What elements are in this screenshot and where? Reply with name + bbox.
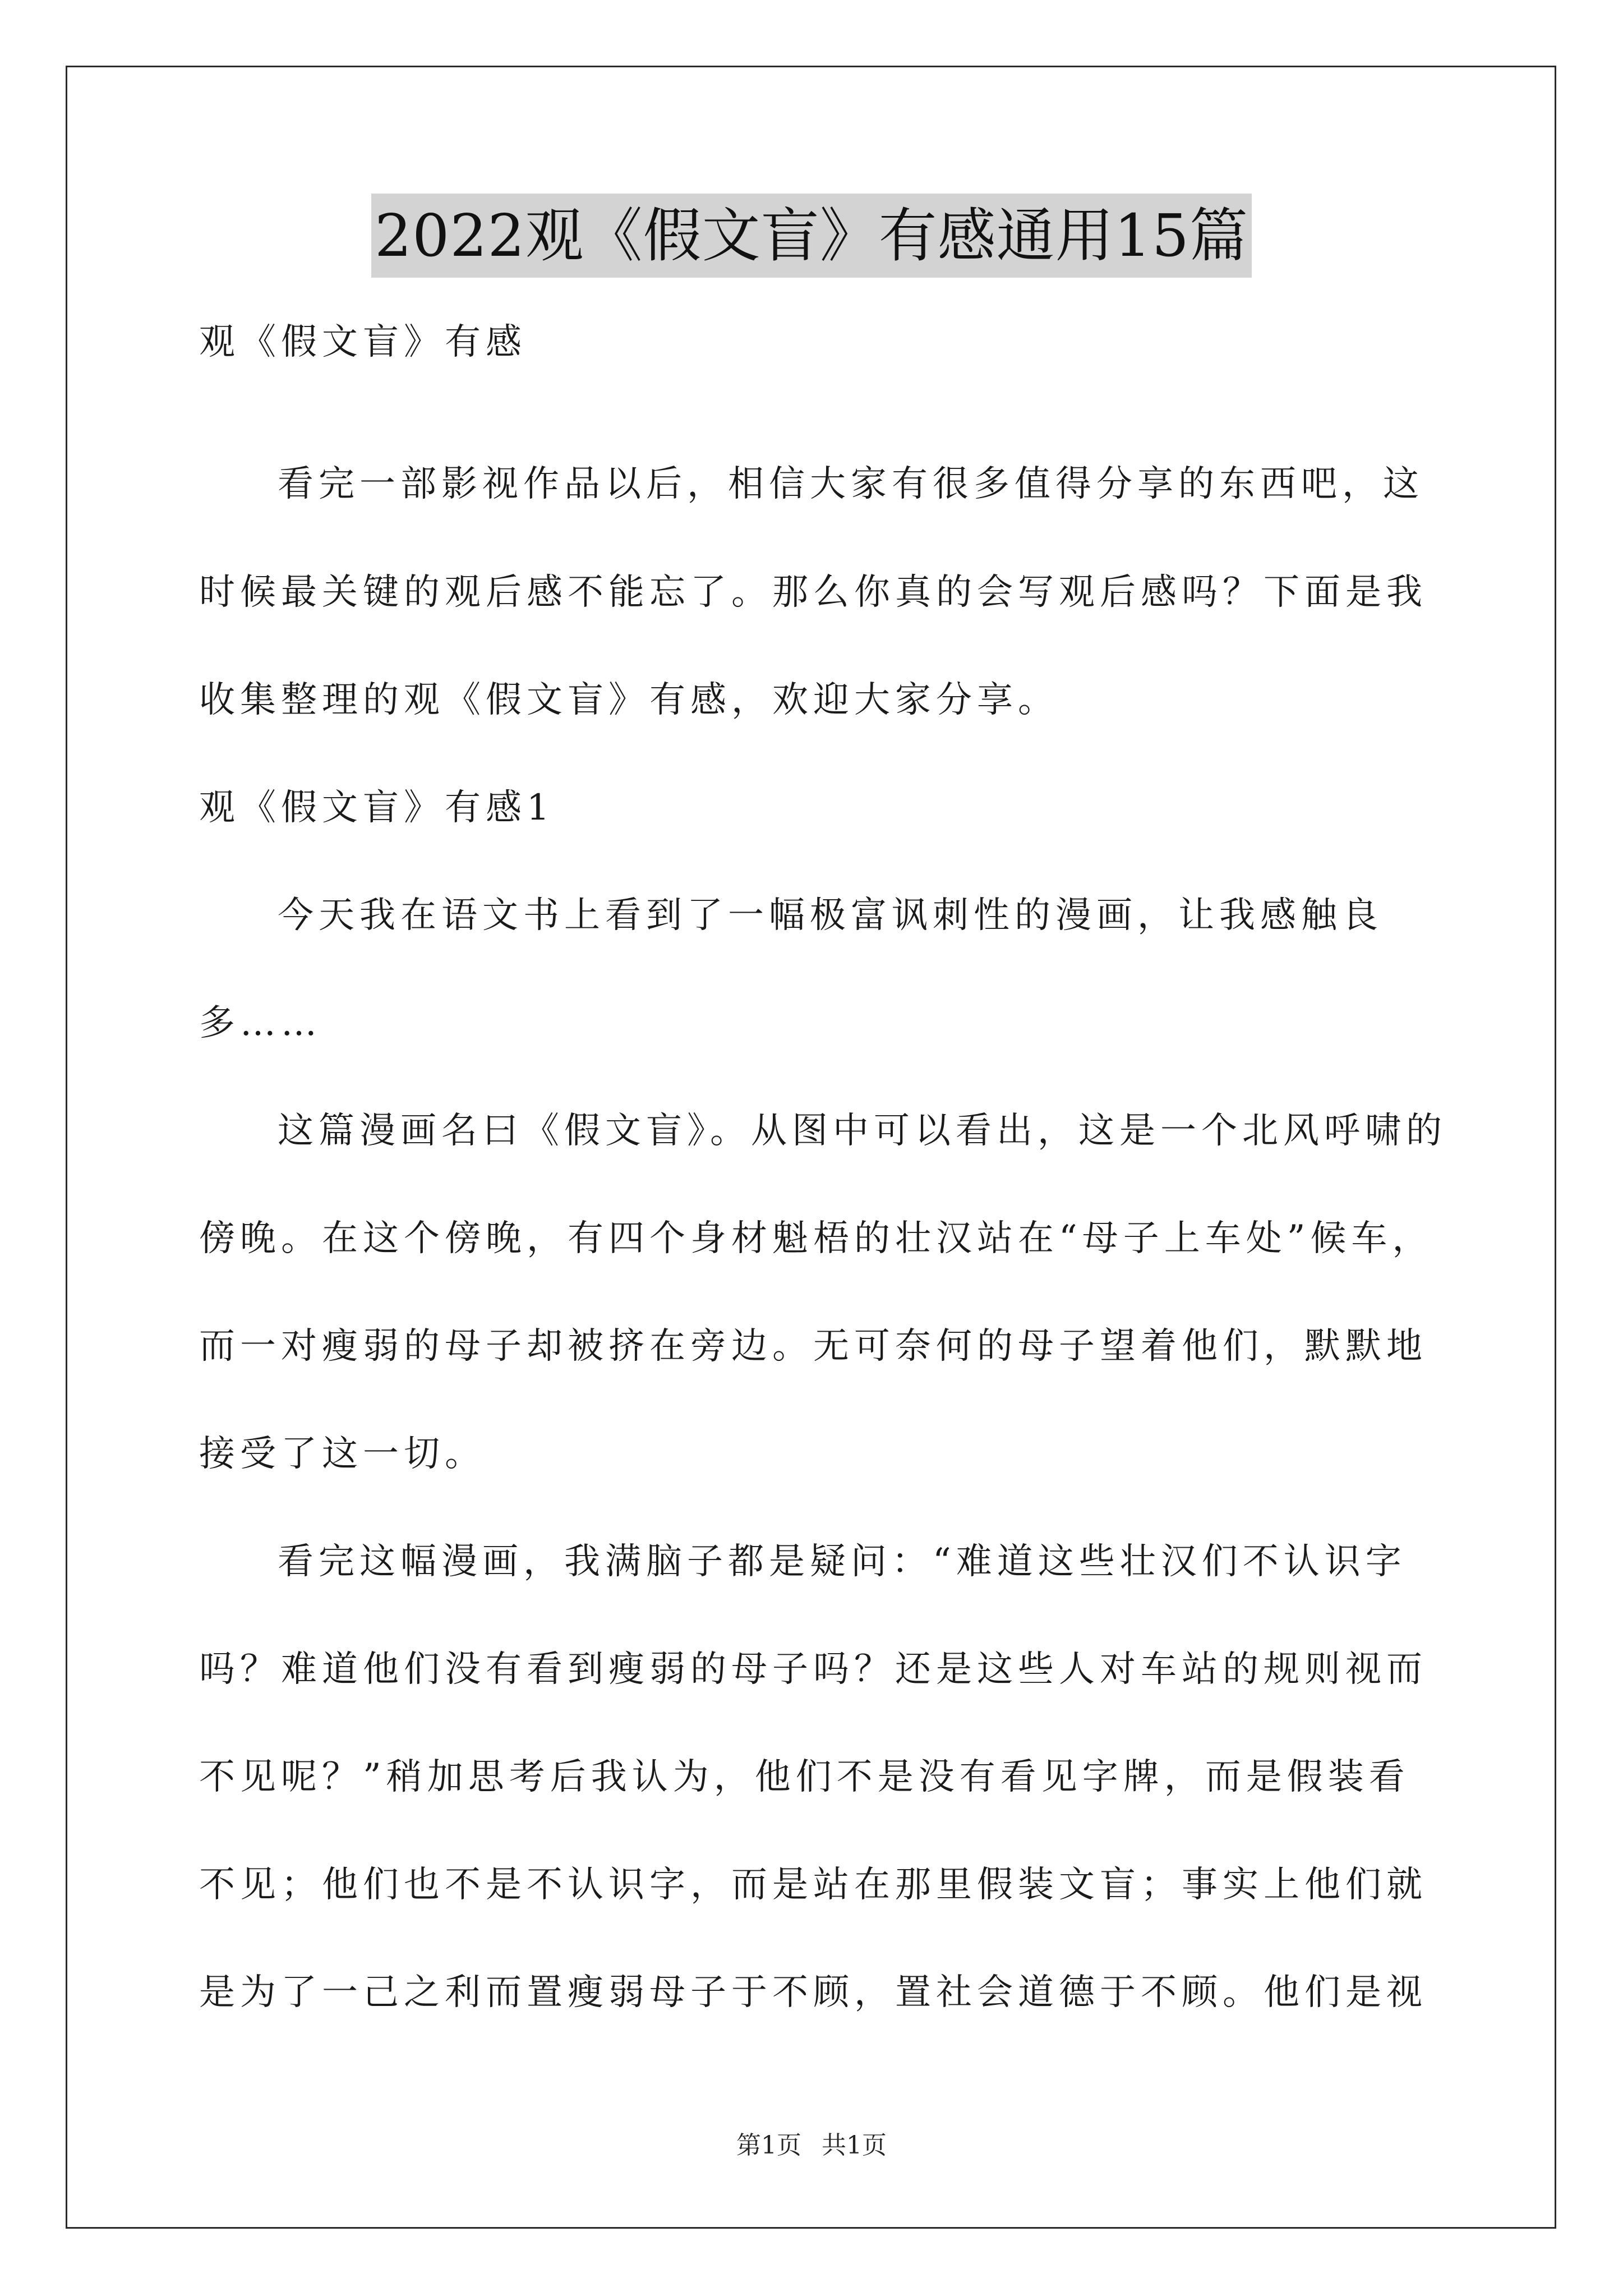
paragraph-line: 看完一部影视作品以后，相信大家有很多值得分享的东西吧，这	[278, 463, 1424, 505]
section-heading: 观《假文盲》有感1	[199, 787, 555, 829]
paragraph-line: 不见；他们也不是不认识字，而是站在那里假装文盲；事实上他们就	[199, 1864, 1427, 1906]
page-count: 共1页	[822, 2131, 887, 2160]
paragraph-line: 吗？难道他们没有看到瘦弱的母子吗？还是这些人对车站的规则视而	[199, 1649, 1427, 1690]
paragraph-line: 时候最关键的观后感不能忘了。那么你真的会写观后感吗？下面是我	[199, 572, 1427, 613]
paragraph-line: 不见呢？”稍加思考后我认为，他们不是没有看见字牌，而是假装看	[199, 1756, 1410, 1798]
paragraph-line: 收集整理的观《假文盲》有感，欢迎大家分享。	[199, 679, 1059, 721]
paragraph-line: 这篇漫画名曰《假文盲》。从图中可以看出，这是一个北风呼啸的	[278, 1110, 1447, 1152]
paragraph-line: 傍晚。在这个傍晚，有四个身材魁梧的壮汉站在“母子上车处”候车，	[199, 1218, 1433, 1259]
paragraph-line: 看完这幅漫画，我满脑子都是疑问：“难道这些壮汉们不认识字	[278, 1541, 1407, 1582]
paragraph-line: 而一对瘦弱的母子却被挤在旁边。无可奈何的母子望着他们，默默地	[199, 1326, 1427, 1367]
paragraph-line: 多……	[199, 1002, 322, 1044]
title-container	[0, 194, 1623, 278]
document-title: 2022观《假文盲》有感通用15篇	[371, 194, 1252, 278]
paragraph-line: 今天我在语文书上看到了一幅极富讽刺性的漫画，让我感触良	[278, 895, 1383, 936]
page-number: 第1页	[736, 2131, 801, 2160]
paragraph-line: 是为了一己之利而置瘦弱母子于不顾，置社会道德于不顾。他们是视	[199, 1972, 1427, 2013]
page-footer	[0, 2129, 1623, 2162]
paragraph-line: 接受了这一切。	[199, 1433, 486, 1475]
section-heading: 观《假文盲》有感	[199, 321, 527, 363]
